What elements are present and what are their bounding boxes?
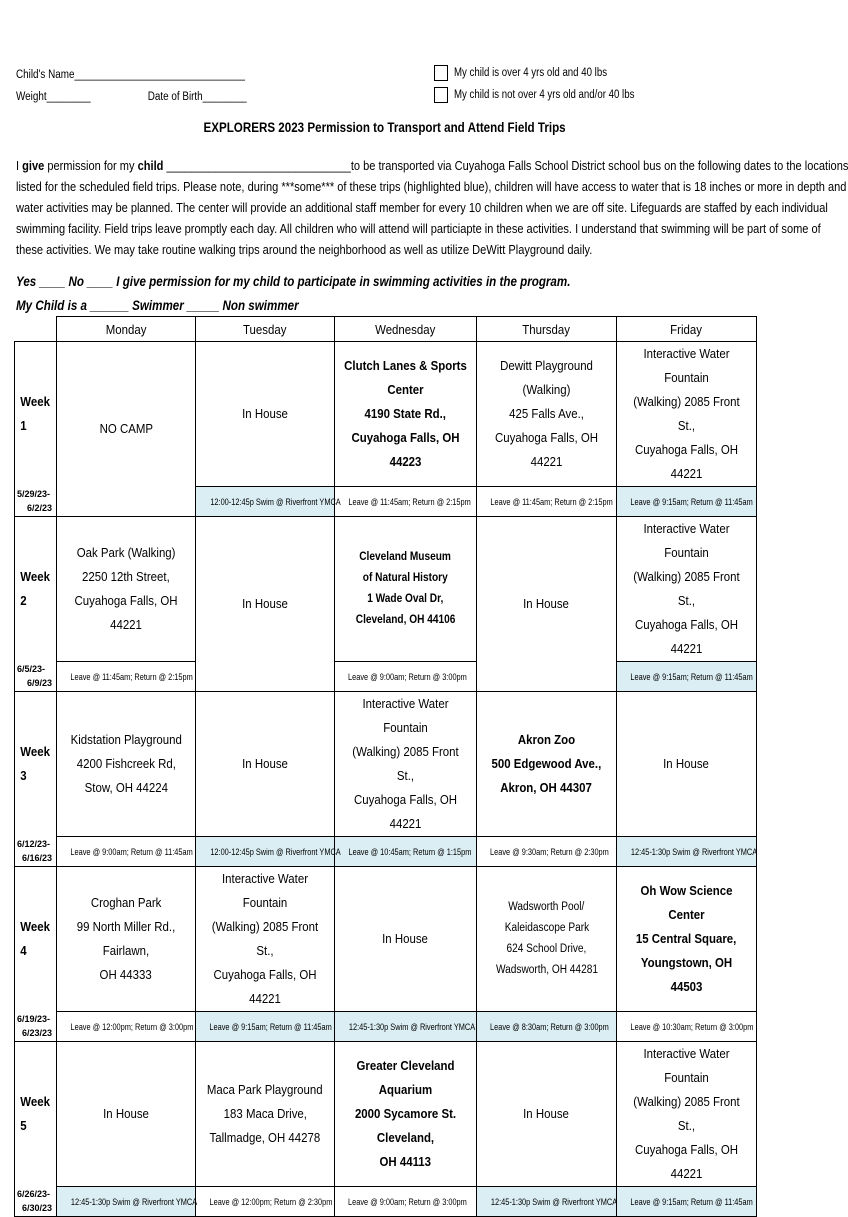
week-date-line: 6/12/23- [17,839,51,850]
time-text: Leave @ 9:00am; Return @ 11:45am [70,846,193,857]
trip-time-cell [617,1187,757,1217]
swim-time-cell [477,1187,617,1217]
week-date-line: 5/29/23- [17,489,51,500]
page-title-text: EXPLORERS 2023 Permission to Transport and Attend Field Trips [203,120,567,135]
time-text: Leave @ 12:00pm; Return @ 3:00pm [70,1021,194,1032]
activity-line: In House [663,756,710,771]
page-title [0,120,770,135]
time-text: Leave @ 9:00am; Return @ 3:00pm [348,1196,467,1207]
activity-line: Kidstation Playground [70,732,182,747]
activity-line: Croghan Park [90,895,162,910]
day-label: Tuesday [243,321,287,337]
activity-cell [335,692,477,837]
time-text: Leave @ 11:45am; Return @ 2:15pm [348,496,471,507]
activity-line: Cuyahoga Falls, OH 44221 [634,442,739,481]
header-row [15,317,757,342]
week-dates [15,662,57,692]
weight-field[interactable]: Weight________ [16,91,91,103]
activity-line: Akron Zoo [517,732,576,747]
day-label: Monday [105,321,147,337]
para-line-1 [16,155,848,176]
activity-line: NO CAMP [99,421,153,436]
activity-line: Cuyahoga Falls, OH 44221 [213,967,317,1006]
trip-time-cell [617,487,757,517]
activity-line: 4190 State Rd., [364,406,447,421]
activity-cell [617,692,757,837]
activity-line: (Walking) 2085 Front St., [633,1094,740,1133]
activity-cell [196,517,335,692]
week-label [15,692,57,837]
trip-time-cell [196,1012,335,1042]
week-label-text: Week 1 [20,394,50,434]
activity-line: Dewitt Playground (Walking) [500,358,593,397]
activity-cell [477,517,617,692]
activity-line: (Walking) 2085 Front St., [633,569,740,608]
activity-line: 2250 12th Street, [82,569,170,584]
day-header-thursday [477,317,617,342]
para-line-5: these activities. We may take routine walking trips around the neighborhood as well as utilize DeWitt Playground daily. [16,242,593,257]
trip-time-cell [477,837,617,867]
swim-time-cell [196,487,341,517]
para-bold-give: give [22,158,45,173]
not-over-4-label: My child is not over 4 yrs old and/or 40 lbs [454,89,635,101]
time-text: Leave @ 11:45am; Return @ 2:15pm [70,671,193,682]
time-text: Leave @ 9:15am; Return @ 11:45am [209,1021,332,1032]
activity-cell [196,692,335,837]
time-text: Leave @ 11:45am; Return @ 2:15pm [490,496,613,507]
weight-dob-row [16,86,247,108]
week-label [15,517,57,662]
checkbox-row-over [434,62,669,84]
day-header-friday [617,317,757,342]
para-line-3: water activities may be planned. The center will provide an additional staff member for every 10 children when we are off site. Lifeguards are staffed by each individual [16,200,828,215]
over-4-checkbox[interactable] [434,65,448,81]
time-text: Leave @ 9:15am; Return @ 11:45am [630,496,753,507]
activity-line: 425 Falls Ave., [509,406,584,421]
para-text: I [16,158,23,173]
trip-time-cell [57,1012,196,1042]
para-text: ______________________________to be transported via Cuyahoga Falls School District school bus on the following dates to the locations [163,158,848,173]
week-label [15,867,57,1012]
activity-line: In House [103,1106,149,1121]
time-text: Leave @ 12:00pm; Return @ 2:30pm [209,1196,333,1207]
activity-line: Cuyahoga Falls, OH 44221 [353,792,458,831]
activity-line: Interactive Water Fountain [643,346,730,385]
week-time-row [15,1012,757,1042]
trip-time-cell [477,1012,617,1042]
activity-cell [335,867,477,1012]
activity-line: Cuyahoga Falls, OH 44221 [74,593,178,632]
activity-cell [196,867,335,1012]
activity-cell [617,517,757,662]
week-dates [15,837,57,867]
week-row [15,342,757,487]
activity-line: Stow, OH 44224 [84,780,168,795]
activity-line: Interactive Water Fountain [643,1046,730,1085]
week-label [15,1042,57,1187]
activity-cell [477,342,617,487]
week-date-line: 6/5/23- [17,664,46,675]
child-name-field[interactable]: Child's Name_______________________________ [16,69,246,81]
checkbox-row-not-over [434,84,669,106]
day-label: Wednesday [375,321,436,337]
trip-time-cell [335,837,477,867]
activity-line: Wadsworth, OH 44281 [495,964,598,976]
week-date-line: 6/30/23 [21,1203,52,1214]
trip-time-cell [617,662,757,692]
activity-line: Wadsworth Pool/ [508,901,585,913]
week-row [15,517,757,662]
activity-cell [57,867,196,1012]
activity-line: In House [242,756,288,771]
time-text: 12:45-1:30p Swim @ Riverfront YMCA [630,846,758,857]
trip-time-cell [335,1187,477,1217]
day-label: Thursday [522,321,571,337]
activity-line: In House [242,596,288,611]
activity-line: 4200 Fishcreek Rd, [76,756,176,771]
day-header-wednesday [335,317,477,342]
field-trip-schedule [14,316,757,1217]
swim-time-cell [196,837,341,867]
activity-line: In House [242,406,288,421]
time-text: 12:45-1:30p Swim @ Riverfront YMCA [348,1021,476,1032]
activity-line: OH 44113 [379,1154,432,1169]
time-text: Leave @ 9:00am; Return @ 3:00pm [348,671,467,682]
activity-line: of Natural History [363,572,448,584]
swim-permission-line[interactable]: Yes ____ No ____ I give permission for my child to participate in swimming activities in the program. [16,274,571,289]
time-text: 12:00-12:45p Swim @ Riverfront YMCA [210,846,341,857]
activity-cell [617,342,757,487]
activity-line: Cuyahoga Falls, OH 44221 [494,430,599,469]
activity-line: In House [523,1106,570,1121]
time-text: Leave @ 9:15am; Return @ 11:45am [630,671,753,682]
trip-time-cell [196,1187,335,1217]
age-weight-checkboxes [434,62,669,106]
week-dates [15,487,57,517]
week-dates [15,1012,57,1042]
activity-cell [477,867,617,1012]
activity-line: OH 44333 [99,967,153,982]
activity-line: Greater Cleveland Aquarium [356,1058,455,1097]
week-date-line: 6/2/23 [26,503,52,514]
time-text: 12:00-12:45p Swim @ Riverfront YMCA [210,496,341,507]
activity-line: Oak Park (Walking) [76,545,176,560]
over-4-label: My child is over 4 yrs old and 40 lbs [454,67,608,79]
week-time-row [15,662,757,692]
para-bold-child: child [137,158,164,173]
week-date-line: 6/9/23 [26,678,52,689]
activity-line: Youngstown, OH 44503 [640,955,733,994]
activity-cell [57,517,196,662]
activity-cell [477,692,617,837]
activity-line: 2000 Sycamore St. Cleveland, [354,1106,457,1145]
activity-cell [335,342,477,487]
week-date-line: 6/23/23 [21,1028,52,1039]
week-date-line: 6/19/23- [17,1014,51,1025]
trip-time-cell [477,487,617,517]
time-text: Leave @ 9:15am; Return @ 11:45am [630,1196,753,1207]
trip-time-cell [335,662,477,692]
trip-time-cell [335,487,477,517]
activity-line: Cleveland, OH 44106 [355,614,456,626]
week-label-text: Week 5 [20,1094,50,1134]
time-text: Leave @ 10:30am; Return @ 3:00pm [630,1021,754,1032]
trip-time-cell [57,837,196,867]
activity-line: Interactive Water Fountain [221,871,309,910]
week-row [15,1042,757,1187]
activity-cell [617,1042,757,1187]
activity-line: 15 Central Square, [636,931,737,946]
activity-line: 183 Maca Drive, [223,1106,307,1121]
activity-cell [196,342,335,487]
day-label: Friday [670,321,703,337]
activity-line: 624 School Drive, [506,943,587,955]
activity-line: Maca Park Playground [207,1082,323,1097]
time-text: 12:45-1:30p Swim @ Riverfront YMCA [70,1196,198,1207]
activity-line: Clutch Lanes & Sports Center [344,358,467,397]
week-row [15,867,757,1012]
week-time-row [15,837,757,867]
activity-line: 500 Edgewood Ave., [491,756,602,771]
week-label-text: Week 2 [20,569,50,609]
activity-line: Cuyahoga Falls, OH 44221 [634,617,739,656]
activity-cell [617,867,757,1012]
week-date-line: 6/26/23- [17,1189,51,1200]
not-over-4-checkbox[interactable] [434,87,448,103]
activity-line: Interactive Water Fountain [362,696,449,735]
para-line-4: swimming facility. Field trips leave promptly each day. All children who will attend will particiapte in these activities. I understand that swimming will be part of some of [16,221,821,236]
time-text: Leave @ 10:45am; Return @ 1:15pm [348,846,472,857]
activity-cell [196,1042,335,1187]
week-dates [15,1187,57,1217]
activity-cell [335,517,477,662]
week-label-text: Week 4 [20,919,50,959]
day-header-tuesday [196,317,335,342]
schedule-body [15,342,757,1217]
activity-cell [477,1042,617,1187]
activity-cell [335,1042,477,1187]
dob-field[interactable]: Date of Birth________ [147,91,247,103]
day-header-monday [57,317,196,342]
time-text: 12:45-1:30p Swim @ Riverfront YMCA [490,1196,618,1207]
trip-time-cell [617,1012,757,1042]
activity-cell [57,692,196,837]
trip-time-cell [57,662,196,692]
activity-line: (Walking) 2085 Front St., [352,744,459,783]
week-time-row [15,1187,757,1217]
swim-permission [16,270,570,318]
para-text: permission for my [44,158,138,173]
week-row [15,692,757,837]
corner-cell [15,317,57,342]
activity-cell [57,1042,196,1187]
activity-line: Cuyahoga Falls, OH 44223 [351,430,460,469]
time-text: Leave @ 9:30am; Return @ 2:30pm [490,846,609,857]
activity-line: Akron, OH 44307 [500,780,593,795]
activity-line: Kaleidascope Park [504,922,589,934]
week-label [15,342,57,487]
swim-time-cell [617,837,757,867]
child-info-fields [16,64,247,108]
activity-line: (Walking) 2085 Front St., [633,394,740,433]
activity-line: In House [523,596,570,611]
time-text: Leave @ 8:30am; Return @ 3:00pm [490,1021,609,1032]
activity-line: In House [382,931,429,946]
activity-line: (Walking) 2085 Front St., [211,919,319,958]
permission-paragraph [16,155,848,260]
activity-line: Cuyahoga Falls, OH 44221 [634,1142,739,1181]
week-date-line: 6/16/23 [21,853,52,864]
activity-line: 1 Wade Oval Dr, [367,593,444,605]
activity-line: Interactive Water Fountain [643,521,730,560]
activity-line: Cleveland Museum [359,551,452,563]
swim-time-cell [57,1187,196,1217]
activity-line: 99 North Miller Rd., Fairlawn, [76,919,176,958]
swimmer-status-line[interactable]: My Child is a ______ Swimmer _____ Non swimmer [16,298,299,313]
activity-cell [57,342,196,517]
activity-line: Oh Wow Science Center [640,883,733,922]
para-line-2: listed for the scheduled field trips. Please note, during ***some*** of these trips (highlighted blue), children will have access to water that is 18 inches or more in depth and [16,179,847,194]
activity-line: Tallmadge, OH 44278 [209,1130,321,1145]
swim-time-cell [335,1012,477,1042]
week-label-text: Week 3 [20,744,50,784]
